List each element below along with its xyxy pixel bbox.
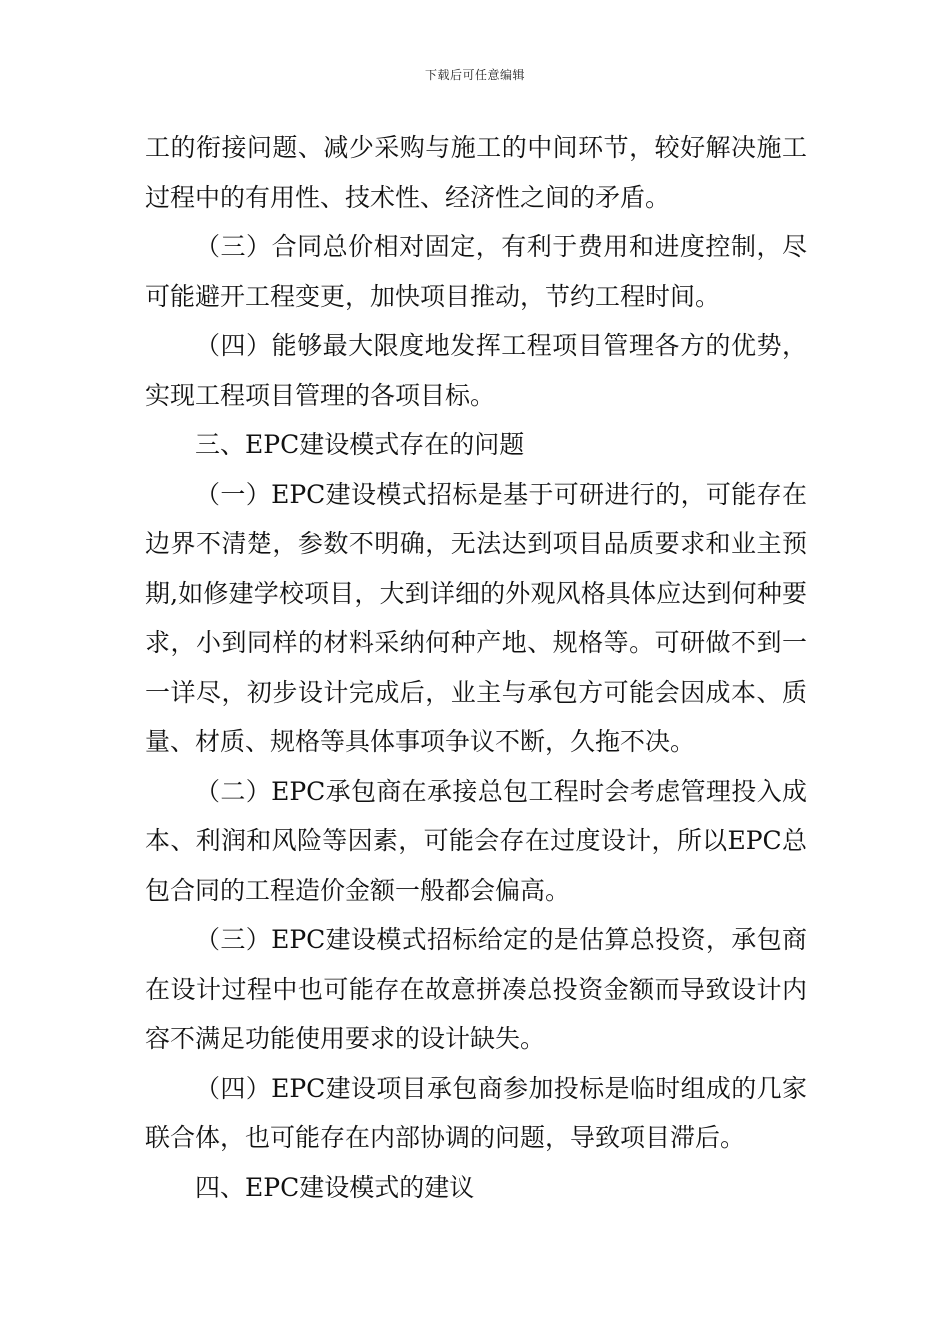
paragraph-item-3: （三）合同总价相对固定，有利于费用和进度控制，尽可能避开工程变更，加快项目推动，节约工程时间。	[145, 232, 807, 311]
paragraph-item-4: （四）能够最大限度地发挥工程项目管理各方的优势，实现工程项目管理的各项目标。	[145, 331, 807, 410]
paragraph-continuation: 工的衔接问题、减少采购与施工的中间环节，较好解决施工过程中的有用性、技术性、经济性之间的矛盾。	[145, 133, 807, 212]
paragraph-problem-2: （二）EPC承包商在承接总包工程时会考虑管理投入成本、利润和风险等因素，可能会存在过度设计，所以EPC总包合同的工程造价金额一般都会偏高。	[145, 776, 807, 905]
document-body	[145, 123, 807, 1212]
page-header-watermark: 下载后可任意编辑	[424, 68, 525, 82]
paragraph-problem-4: （四）EPC建设项目承包商参加投标是临时组成的几家联合体，也可能存在内部协调的问题，导致项目滞后。	[145, 1073, 807, 1152]
paragraph-problem-1: （一）EPC建设模式招标是基于可研进行的，可能存在边界不清楚，参数不明确，无法达到项目品质要求和业主预期,如修建学校项目，大到详细的外观风格具体应达到何种要求，小到同样的材料采纳何种产地、规格等。可研做不到一一详尽，初步设计完成后，业主与承包方可能会因成本、质量、材质、规格等具体事项争议不断，久拖不决。	[145, 479, 807, 756]
paragraph-problem-3: （三）EPC建设模式招标给定的是估算总投资，承包商在设计过程中也可能存在故意拼凑总投资金额而导致设计内容不满足功能使用要求的设计缺失。	[145, 925, 807, 1053]
section-heading-4: 四、EPC建设模式的建议	[195, 1172, 475, 1202]
section-heading-3: 三、EPC建设模式存在的问题	[195, 430, 525, 459]
